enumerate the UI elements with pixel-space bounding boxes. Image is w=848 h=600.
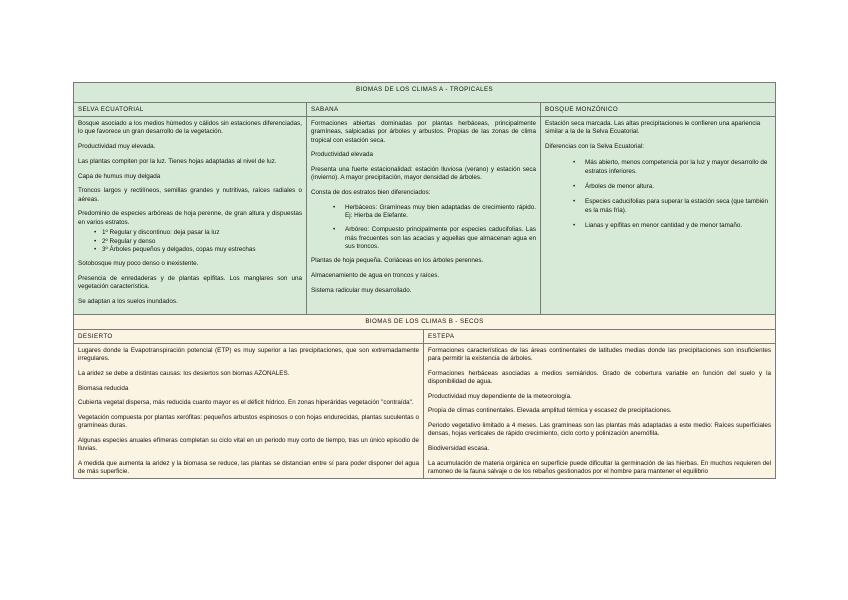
estepa-paragraph: Formaciones herbáceas asociadas a medios semiáridos. Grado de cobertura variable en función del suelo y la disponibilidad de agua. (428, 369, 772, 386)
estepa-paragraph: Biodiversidad escasa. (428, 445, 490, 453)
selva-stratum: • 2º Regular y denso (102, 238, 302, 246)
selva-strata-list (78, 229, 302, 254)
sabana-p6: Almacenamiento de agua en troncos y raíces. (311, 272, 440, 279)
selva-p9: Se adaptan a los suelos inundados. (78, 297, 178, 305)
desierto-paragraph: Biomasa reducida (78, 384, 129, 392)
selva-p1: Bosque asociado a los medios húmedos y cálidos sin estaciones diferenciadas, lo que favorece un gran desarrollo de la vegetación. (78, 120, 302, 136)
bosque-cell (541, 117, 776, 315)
sabana-p3: Presenta una fuerte estacionalidad: estación lluviosa (verano) y estación seca (invierno). A mayor precipitación, mayor densidad de árboles. (311, 166, 536, 182)
selva-p4: Capa de humus muy delgada (78, 172, 161, 180)
desierto-cell (74, 343, 424, 479)
estepa-paragraph: Formaciones características de las áreas continentales de latitudes medias donde las precipitaciones son insuficientes para permitir la existencia de árboles. (428, 346, 772, 363)
selva-stratum: • 3º Árboles pequeños y delgados, copas muy estrechas (102, 246, 302, 254)
estepa-paragraph: Propia de climas continentales. Elevada amplitud térmica y escasez de precipitaciones. (428, 407, 672, 415)
bosque-heading: BOSQUE MONZÓNICO (541, 103, 776, 117)
sabana-layers-list (311, 204, 536, 251)
bosque-diff: • Más abierto, menos competencia por la luz y mayor desarrollo de estratos inferiores. (585, 159, 771, 176)
bosque-diff: • Árboles de menor altura. (585, 183, 771, 191)
biomas-table (73, 82, 776, 479)
selva-p6: Predominio de especies arbóreas de hoja perenne, de gran altura y dispuestas en varios estratos. (78, 210, 302, 226)
bosque-p2: Diferencias con la Selva Ecuatorial: (545, 143, 645, 151)
tropical-title: BIOMAS DE LOS CLIMAS A - TROPICALES (74, 83, 776, 103)
selva-p2: Productividad muy elevada. (78, 143, 156, 151)
desierto-paragraph: Algunas especies anuales efímeras completan su ciclo vital en un periodo muy corto de tiempo, tras un único episodio de lluvias. (78, 436, 419, 453)
desierto-paragraph: Cubierta vegetal dispersa, más reducida cuanto mayor es el déficit hídrico. En zonas hiperáridas vegetación "contraída". (78, 399, 414, 407)
sabana-p5: Plantas de hoja pequeña. Coriáceas en los árboles perennes. (311, 257, 484, 265)
estepa-heading: ESTEPA (424, 329, 776, 343)
sabana-p4: Consta de dos estratos bien diferenciados: (311, 189, 431, 197)
selva-p7: Sotobosque muy poco denso o inexistente. (78, 260, 199, 268)
selva-heading: SELVA ECUATORIAL (74, 103, 307, 117)
selva-p5: Troncos largos y rectilíneos, semillas grandes y nutritivas, raíces radiales o aéreas. (78, 187, 302, 203)
estepa-cell (424, 343, 776, 479)
selva-p8: Presencia de enredaderas y de plantas epífitas. Los manglares son una vegetación característica. (78, 274, 302, 291)
sabana-p1: Formaciones abiertas dominadas por plantas herbáceas, principalmente gramíneas, salpicadas por árboles y arbustos. Propias de las zonas de clima tropical con estación seca. (311, 120, 536, 144)
sabana-layer: • Herbáceos: Gramíneas muy bien adaptadas de crecimiento rápido. Ej: Hierba de Elefante. (345, 204, 536, 221)
selva-p3: Las plantas compiten por la luz. Tienes hojas adaptadas al nivel de luz. (78, 157, 277, 165)
estepa-paragraph: Productividad muy dependiente de la meteorología. (428, 392, 572, 400)
desierto-paragraph: A medida que aumenta la aridez y la biomasa se reduce, las plantas se distancian entre sí para poder disponer del agua de más superficie. (78, 459, 419, 476)
sabana-p7: Sistema radicular muy desarrollado. (311, 286, 412, 294)
desierto-paragraph: Lugares donde la Evapotranspiración potencial (ETP) es muy superior a las precipitaciones, que son extremadamente irregulares. (78, 346, 419, 363)
desierto-heading: DESIERTO (74, 329, 424, 343)
desierto-paragraph: Vegetación compuesta por plantas xerófitas: pequeños arbustos espinosos o con hojas endurecidas, plantas suculentas o gramíneas duras. (78, 413, 419, 430)
sabana-cell (307, 117, 541, 315)
estepa-paragraph: Periodo vegetativo limitado a 4 meses. Las gramíneas son las plantas más adaptadas a este medio: Raíces superficiales densas, hojas verticales de rápido crecimiento, ciclo corto y polinización anemófila. (428, 422, 772, 438)
estepa-paragraph: La acumulación de materia orgánica en superficie puede dificultar la germinación de las hierbas. En muchos requieren del ramoneo de la fauna salvaje o de los rebaños gestionados por el hombre para mantener el equilibrio (428, 459, 772, 476)
bosque-diff: • Especies caducifolias para superar la estación seca (que también es la más fría). (585, 198, 771, 215)
sabana-p2: Productividad elevada (311, 151, 373, 159)
secos-title: BIOMAS DE LOS CLIMAS B - SECOS (74, 315, 776, 329)
selva-stratum: • 1º Regular y discontinuo: deja pasar la luz (102, 229, 302, 237)
sabana-heading: SABANA (307, 103, 541, 117)
sabana-layer: • Arbóreo: Compuesto principalmente por especies caducifolias. Las más frecuentes son las acacias y aquellas que almacenan agua en sus troncos. (345, 226, 536, 251)
desierto-paragraph: La aridez se debe a distintas causas: los desiertos son biomas AZONALES. (78, 369, 290, 377)
bosque-p1: Estación seca marcada. Las altas precipitaciones le confieren una apariencia similar a la de la Selva Ecuatorial. (545, 120, 761, 136)
selva-cell (74, 117, 307, 315)
bosque-diffs-list (545, 159, 771, 230)
bosque-diff: • Lianas y epífitas en menor cantidad y de menor tamaño. (585, 222, 771, 230)
